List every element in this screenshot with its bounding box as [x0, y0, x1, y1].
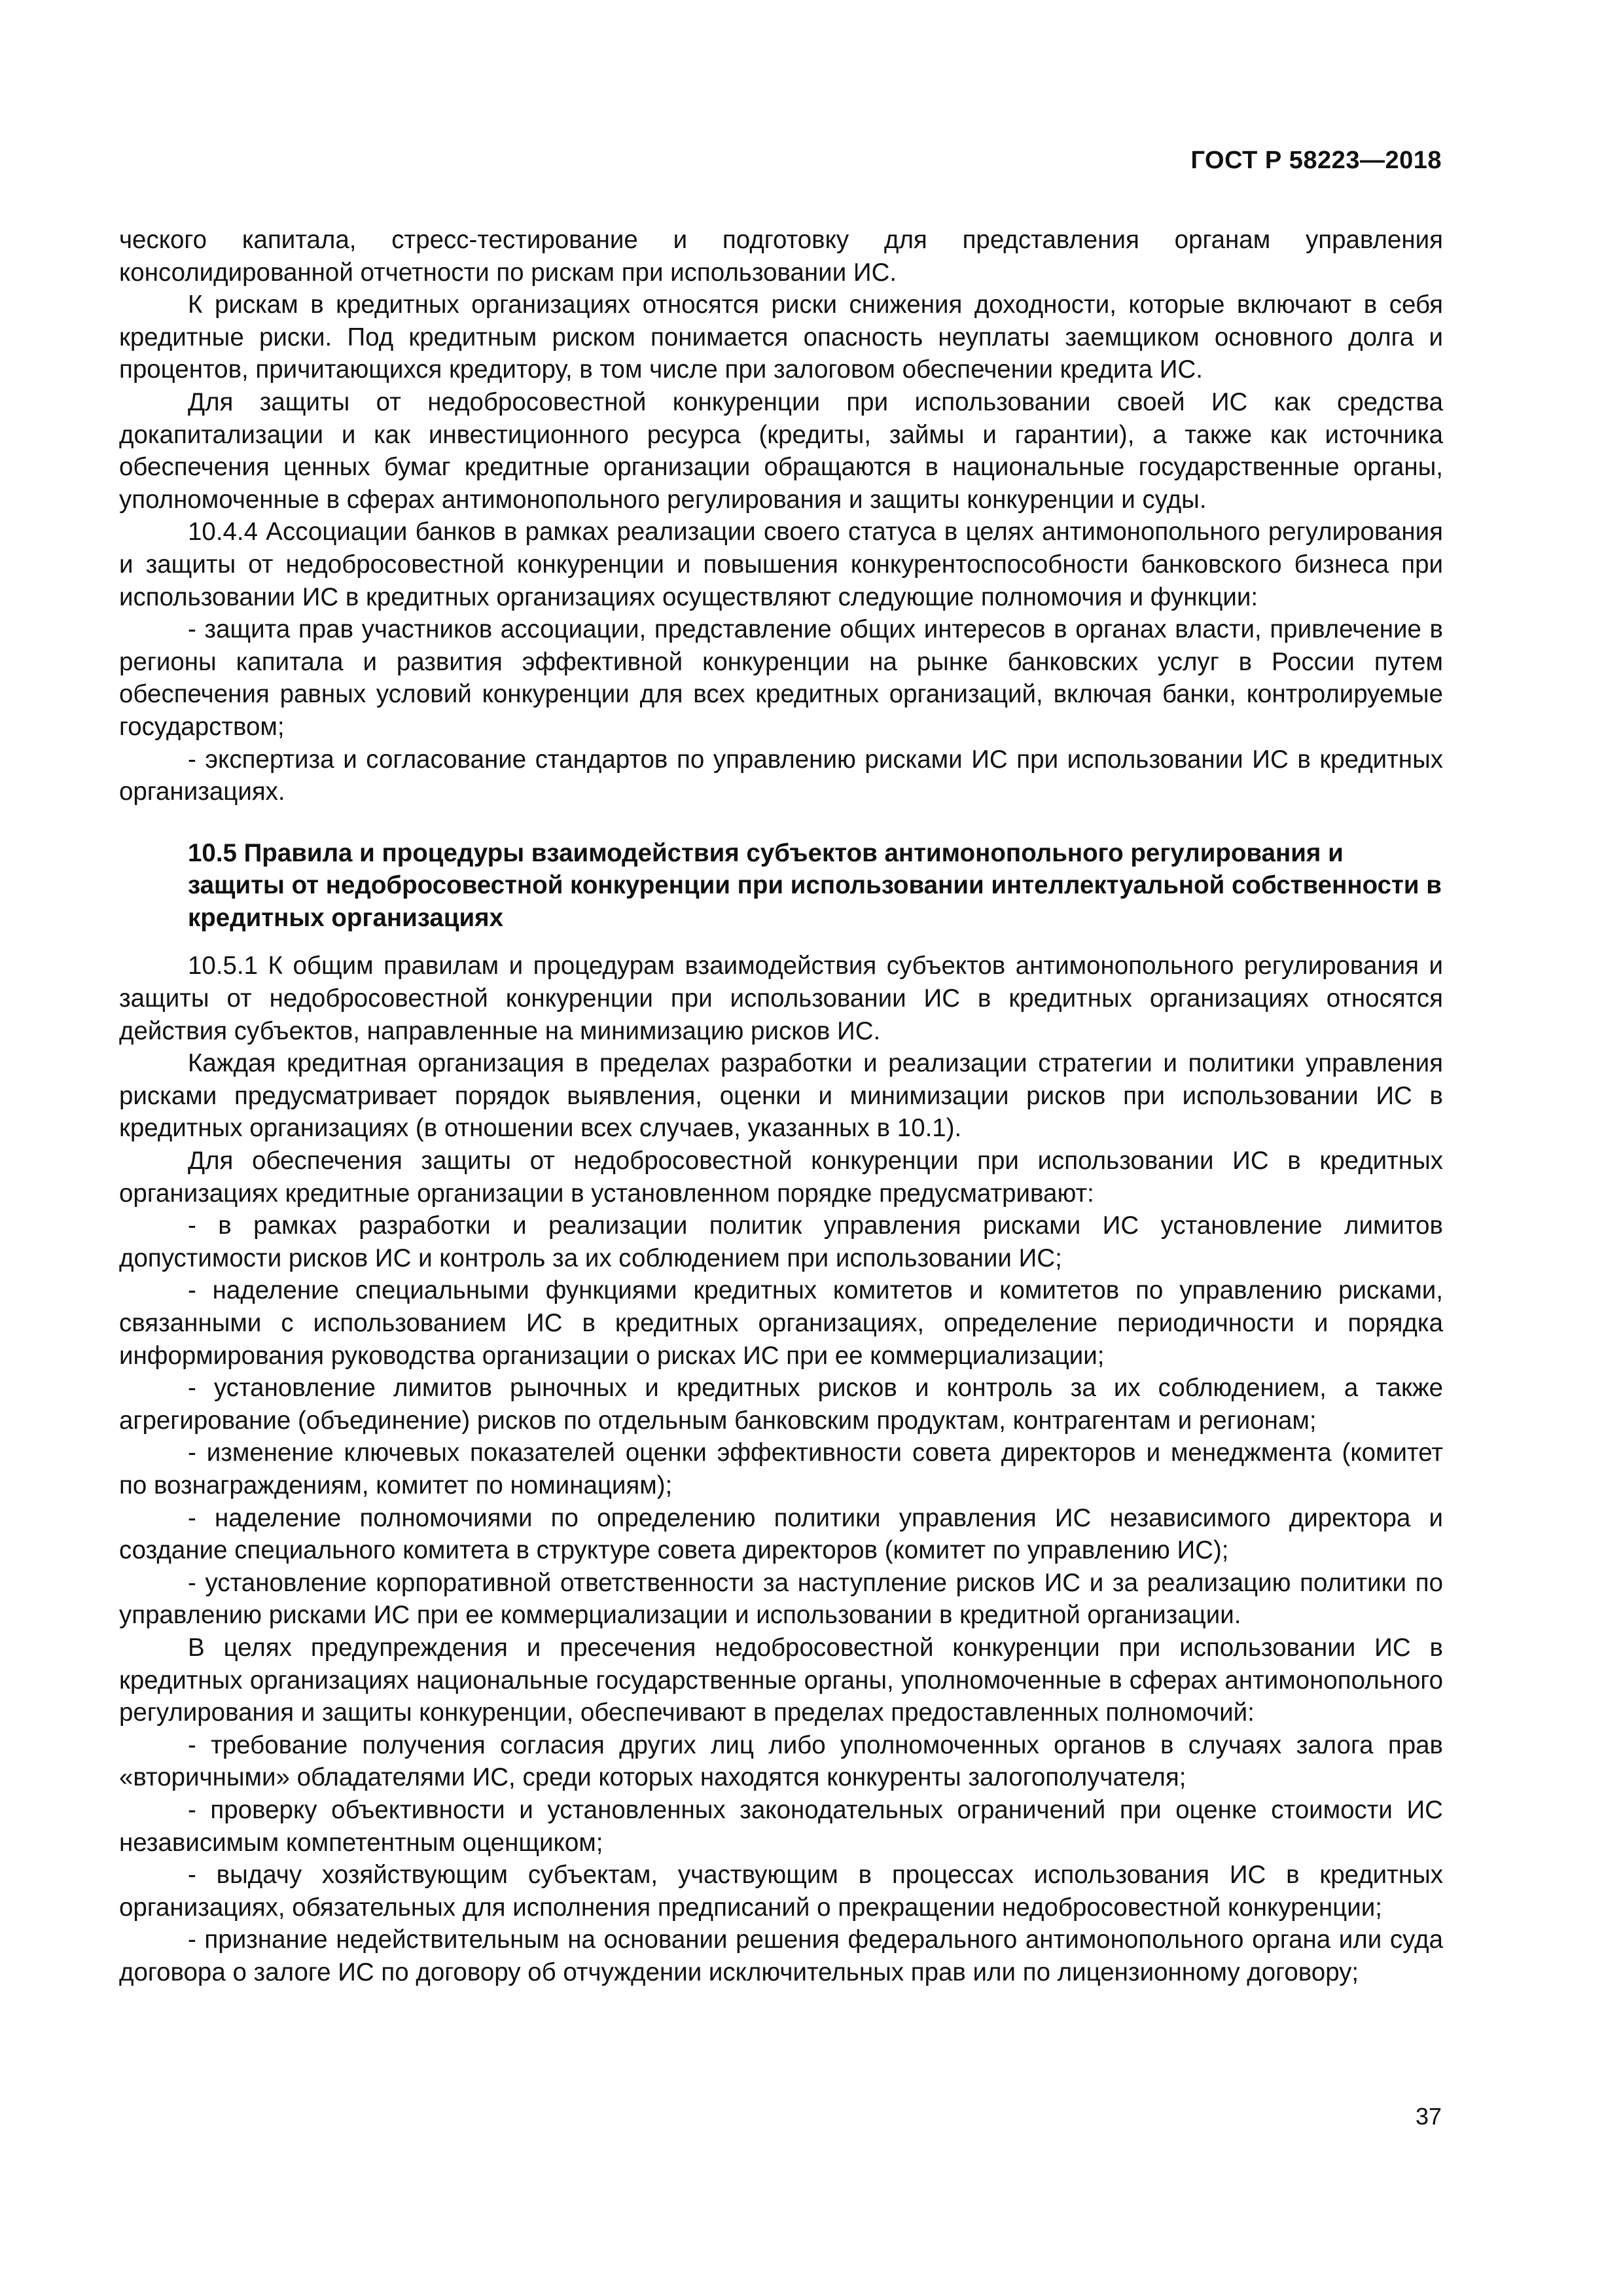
list-item: - экспертиза и согласование стандартов по управлению рисками ИС при использовании ИС в кредитных организациях.: [119, 745, 1443, 806]
section-heading: 10.5 Правила и процедуры взаимодействия субъектов антимонопольного регулирования и защиты от недобросовестной конкуренции при использовании интеллектуальной собственности в кредитных организациях: [188, 838, 1442, 932]
paragraph: Для обеспечения защиты от недобросовестной конкуренции при использовании ИС в кредитных организациях кредитные организации в установленном порядке предусматривают:: [119, 1147, 1443, 1208]
paragraph: ческого капитала, стресс-тестирование и подготовку для представления органам управления консолидированной отчетности по рискам при использовании ИС.: [119, 226, 1443, 287]
document-body: [119, 224, 1443, 1988]
list-item: - требование получения согласия других лиц либо уполномоченных органов в случаях залога прав «вторичными» обладателями ИС, среди которых находятся конкуренты залогополучателя;: [119, 1731, 1443, 1792]
list-item: - наделение специальными функциями кредитных комитетов и комитетов по управлению рисками, связанными с использованием ИС в кредитных организациях, определение периодичности и порядка информирования руководства организации о рисках ИС при ее коммерциализации;: [119, 1276, 1443, 1370]
list-item: - признание недействительным на основании решения федерального антимонопольного органа или суда договора о залоге ИС по договору об отчуждении исключительных прав или по лицензионному договору;: [119, 1926, 1443, 1986]
standard-header: ГОСТ Р 58223—2018: [1190, 147, 1442, 174]
paragraph: Для защиты от недобросовестной конкуренции при использовании своей ИС как средства докапитализации и как инвестиционного ресурса (кредиты, займы и гарантии), а также как источника обеспечения ценных бумаг кредитные организации обращаются в национальные государственные органы, уполномоченные в сферах антимонопольного регулирования и защиты конкуренции и суды.: [119, 387, 1443, 514]
page-number: 37: [1415, 2103, 1442, 2130]
list-item: - проверку объективности и установленных законодательных ограничений при оценке стоимости ИС независимым компетентным оценщиком;: [119, 1795, 1443, 1857]
paragraph: 10.4.4 Ассоциации банков в рамках реализации своего статуса в целях антимонопольного регулирования и защиты от недобросовестной конкуренции и повышения конкурентоспособности банковского бизнеса при использовании ИС в кредитных организациях осуществляют следующие полномочия и функции:: [119, 518, 1443, 611]
paragraph: Каждая кредитная организация в пределах разработки и реализации стратегии и политики управления рисками предусматривает порядок выявления, оценки и минимизации рисков при использовании ИС в кредитных организациях (в отношении всех случаев, указанных в 10.1).: [119, 1049, 1443, 1143]
list-item: - в рамках разработки и реализации политик управления рисками ИС установление лимитов допустимости рисков ИС и контроль за их соблюдением при использовании ИС;: [119, 1211, 1443, 1272]
paragraph: 10.5.1 К общим правилам и процедурам взаимодействия субъектов антимонопольного регулирования и защиты от недобросовестной конкуренции при использовании ИС в кредитных организациях относятся действия субъектов, направленные на минимизацию рисков ИС.: [119, 952, 1443, 1045]
list-item: - изменение ключевых показателей оценки эффективности совета директоров и менеджмента (комитет по вознаграждениям, комитет по номинациям);: [119, 1439, 1443, 1499]
list-item: - установление корпоративной ответственности за наступление рисков ИС и за реализацию политики по управлению рисками ИС при ее коммерциализации и использовании в кредитной организации.: [119, 1568, 1443, 1630]
paragraph: К рискам в кредитных организациях относятся риски снижения доходности, которые включают в себя кредитные риски. Под кредитным риском понимается опасность неуплаты заемщиком основного долга и процентов, причитающихся кредитору, в том числе при залоговом обеспечении кредита ИС.: [119, 291, 1443, 384]
list-item: - выдачу хозяйствующим субъектам, участвующим в процессах использования ИС в кредитных организациях, обязательных для исполнения предписаний о прекращении недобросовестной конкуренции;: [119, 1861, 1443, 1922]
list-item: - защита прав участников ассоциации, представление общих интересов в органах власти, привлечение в регионы капитала и развития эффективной конкуренции на рынке банковских услуг в России путем обеспечения равных условий конкуренции для всех кредитных организаций, включая банки, контролируемые государством;: [119, 615, 1443, 741]
list-item: - установление лимитов рыночных и кредитных рисков и контроль за их соблюдением, а также агрегирование (объединение) рисков по отдельным банковским продуктам, контрагентам и регионам;: [119, 1374, 1443, 1435]
paragraph: В целях предупреждения и пресечения недобросовестной конкуренции при использовании ИС в кредитных организациях национальные государственные органы, уполномоченные в сферах антимонопольного регулирования и защиты конкуренции, обеспечивают в пределах предоставленных полномочий:: [119, 1633, 1443, 1727]
list-item: - наделение полномочиями по определению политики управления ИС независимого директора и создание специального комитета в структуре совета директоров (комитет по управлению ИС);: [119, 1503, 1443, 1565]
